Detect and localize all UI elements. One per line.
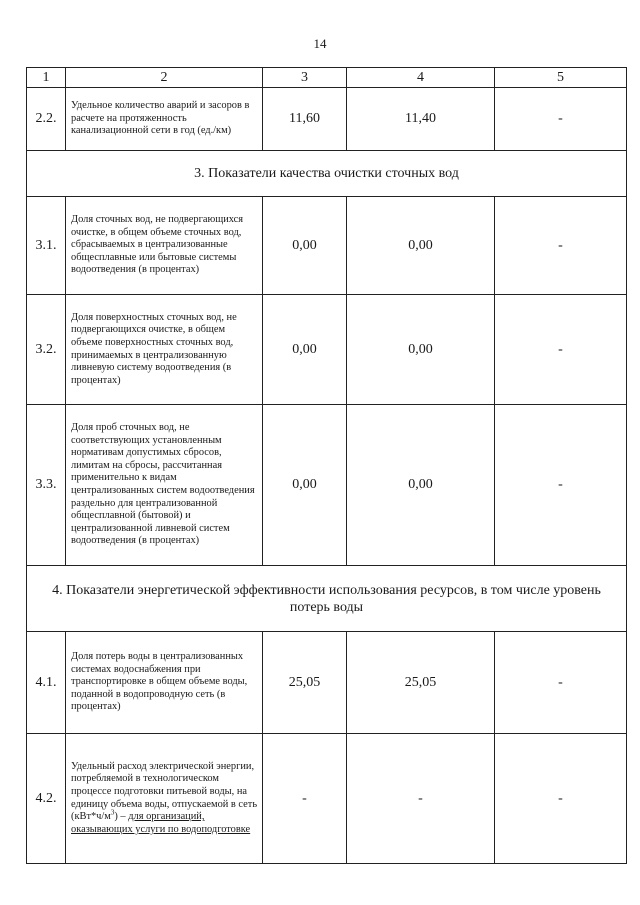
table-row (27, 632, 627, 734)
row-value-col3: 25,05 (263, 632, 347, 734)
row-description-text: Удельный расход электрической энергии, потребляемой в технологическом процессе подготовки питьевой воды, на единицу объема воды, отпускаемой в сеть (кВт*ч/м (71, 760, 258, 823)
row-number: 3.3. (27, 405, 66, 566)
row-value-col5: - (495, 295, 627, 405)
header-col-3: 3 (263, 68, 347, 88)
table-row (27, 734, 627, 864)
table-row (27, 295, 627, 405)
header-col-2: 2 (66, 68, 263, 88)
row-description: Удельное количество аварий и засоров в расчете на протяженность канализационной сети в год (ед./км) (66, 88, 263, 151)
table-row (27, 405, 627, 566)
section-heading-4: 4. Показатели энергетической эффективности использования ресурсов, в том числе уровень потерь воды (27, 566, 627, 632)
row-description: Доля потерь воды в централизованных системах водоснабжения при транспортировке в общем объеме воды, поданной в водопроводную сеть (в процентах) (66, 632, 263, 734)
row-value-col5: - (495, 197, 627, 295)
row-description: Доля поверхностных сточных вод, не подвергающихся очистке, в общем объеме поверхностных сточных вод, принимаемых в централизованную ливневую систему водоотведения (в процентах) (66, 295, 263, 405)
row-value-col4: 0,00 (347, 295, 495, 405)
row-description-underlined: для организаций, оказывающих услуги по водоподготовке (71, 811, 251, 835)
row-value-col5: - (495, 88, 627, 151)
row-value-col3: 0,00 (263, 405, 347, 566)
row-number: 4.2. (27, 734, 66, 864)
page-number: 14 (313, 36, 327, 51)
row-value-col3: 11,60 (263, 88, 347, 151)
header-col-5: 5 (495, 68, 627, 88)
row-description-text-tail: ) – (114, 811, 129, 823)
section-row (27, 566, 627, 632)
section-row (27, 151, 627, 197)
row-number: 3.2. (27, 295, 66, 405)
row-value-col4: 0,00 (347, 405, 495, 566)
row-description (66, 734, 263, 864)
row-value-col5: - (495, 405, 627, 566)
row-value-col3: - (263, 734, 347, 864)
row-number: 3.1. (27, 197, 66, 295)
row-value-col3: 0,00 (263, 295, 347, 405)
header-row (27, 68, 627, 88)
indicators-table (26, 67, 627, 864)
row-description: Доля проб сточных вод, не соответствующих установленным нормативам допустимых сбросов, лимитам на сбросы, рассчитанная применительно к видам централизованных систем водоотведения раздельно для централизованной общесплавной (бытовой) и централизованной ливневой систем водоотведения (в процентах) (66, 405, 263, 566)
table-row (27, 88, 627, 151)
superscript-3: 3 (110, 808, 115, 817)
row-value-col4: 0,00 (347, 197, 495, 295)
row-number: 2.2. (27, 88, 66, 151)
row-value-col3: 0,00 (263, 197, 347, 295)
header-col-4: 4 (347, 68, 495, 88)
row-value-col4: 11,40 (347, 88, 495, 151)
header-col-1: 1 (27, 68, 66, 88)
row-value-col4: 25,05 (347, 632, 495, 734)
row-value-col5: - (495, 632, 627, 734)
row-description: Доля сточных вод, не подвергающихся очистке, в общем объеме сточных вод, сбрасываемых в централизованные общесплавные или бытовые системы водоотведения (в процентах) (66, 197, 263, 295)
row-value-col4: - (347, 734, 495, 864)
table-row (27, 197, 627, 295)
section-heading-3: 3. Показатели качества очистки сточных вод (27, 151, 627, 197)
row-number: 4.1. (27, 632, 66, 734)
row-value-col5: - (495, 734, 627, 864)
